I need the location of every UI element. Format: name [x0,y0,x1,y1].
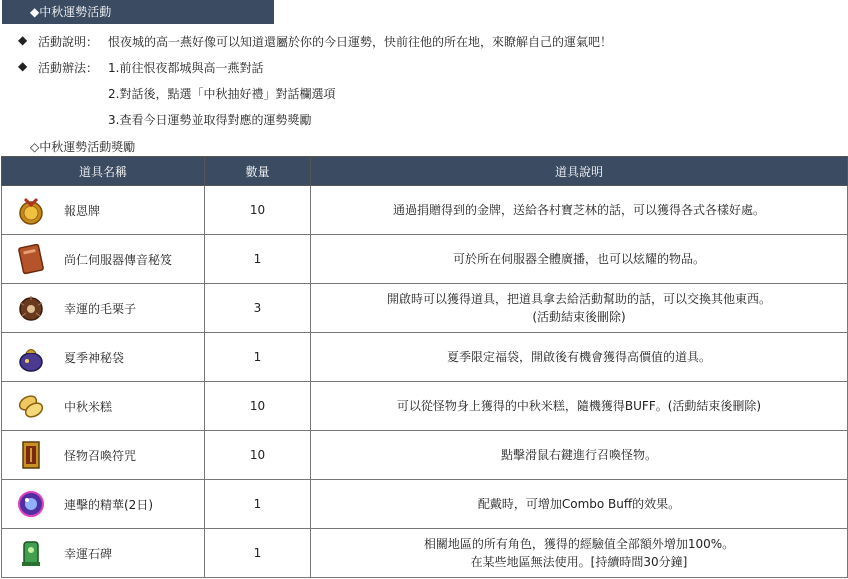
reward-title: ◇中秋運勢活動獎勵 [30,140,136,154]
item-quantity: 1 [205,480,311,529]
bullet-diamond-icon: ◆ [18,33,28,47]
item-quantity: 10 [205,186,311,235]
header-description: 道具說明 [311,157,848,186]
table-row [2,235,848,284]
item-description-cell [311,431,848,480]
item-description-cell [311,284,848,333]
section-title: ◆中秋運勢活動 [30,5,112,19]
item-quantity: 10 [205,431,311,480]
item-name-cell [2,186,205,235]
rice-cake-icon [14,389,48,423]
item-description: 相關地區的所有角色，獲得的經驗值全部額外增加100%。 [423,537,735,551]
reward-table [1,156,848,578]
table-row [2,284,848,333]
item-description: 配戴時，可增加Combo Buff的效果。 [477,497,681,511]
item-name-cell [2,529,205,578]
table-row [2,529,848,578]
item-name-cell [2,333,205,382]
item-name-cell [2,431,205,480]
header-quantity: 數量 [205,157,311,186]
table-row [2,186,848,235]
item-description-cell [311,333,848,382]
stone-tablet-icon [14,536,48,570]
table-row [2,382,848,431]
item-description-cell [311,529,848,578]
item-name: 幸運石碑 [64,546,113,561]
desc-label: 活動說明： [38,35,99,49]
table-row [2,480,848,529]
item-description: 點擊滑鼠右鍵進行召喚怪物。 [500,448,657,462]
item-name: 報恩牌 [64,203,101,218]
red-book-icon [14,242,48,276]
item-name: 夏季神秘袋 [64,350,125,365]
chestnut-icon [14,291,48,325]
item-name: 中秋米糕 [64,399,113,414]
orb-icon [14,487,48,521]
section-title-bar [2,0,274,24]
item-name-cell [2,284,205,333]
item-quantity: 1 [205,529,311,578]
item-quantity: 1 [205,235,311,284]
table-row [2,431,848,480]
table-header-row [2,157,848,186]
item-description: 開啟時可以獲得道具，把道具拿去給活動幫助的話，可以交換其他東西。 [386,292,771,306]
item-description-cell [311,480,848,529]
item-name-cell [2,382,205,431]
item-description: 通過捐贈得到的金牌，送給各村寶芝林的話，可以獲得各式各樣好處。 [392,203,765,217]
pouch-icon [14,340,48,374]
header-item-name: 道具名稱 [2,157,205,186]
table-row [2,333,848,382]
desc-text: 恨夜城的高一燕好像可以知道還屬於你的今日運勢，快前往他的所在地，來瞭解自己的運氣吧！ [108,35,613,49]
item-description: (活動結束後刪除) [532,310,626,324]
item-quantity: 3 [205,284,311,333]
item-name: 連擊的精華(2日) [64,497,153,512]
item-description: 可以從怪物身上獲得的中秋米糕，隨機獲得BUFF。(活動結束後刪除) [396,399,762,413]
item-quantity: 10 [205,382,311,431]
item-description-cell [311,382,848,431]
item-name-cell [2,480,205,529]
item-name-cell [2,235,205,284]
item-description: 夏季限定福袋，開啟後有機會獲得高價值的道具。 [446,350,711,364]
item-description: 在某些地區無法使用。[持續時間30分鐘] [470,555,688,569]
item-name: 幸運的毛栗子 [64,301,137,316]
item-description: 可於所在伺服器全體廣播，也可以炫耀的物品。 [452,252,705,266]
method-label: 活動辦法： [38,61,99,75]
item-description-cell [311,235,848,284]
step-1: 1.前往恨夜都城與高一燕對話 [108,61,264,75]
item-description-cell [311,186,848,235]
item-name: 怪物召喚符咒 [64,448,137,463]
bullet-diamond-icon: ◆ [18,59,28,73]
talisman-icon [14,438,48,472]
step-3: 3.查看今日運勢並取得對應的運勢獎勵 [108,113,312,127]
step-2: 2.對話後，點選「中秋抽好禮」對話欄選項 [108,87,336,101]
item-quantity: 1 [205,333,311,382]
gold-medal-icon [14,193,48,227]
item-name: 尚仁伺服器傳音秘笈 [64,252,173,267]
